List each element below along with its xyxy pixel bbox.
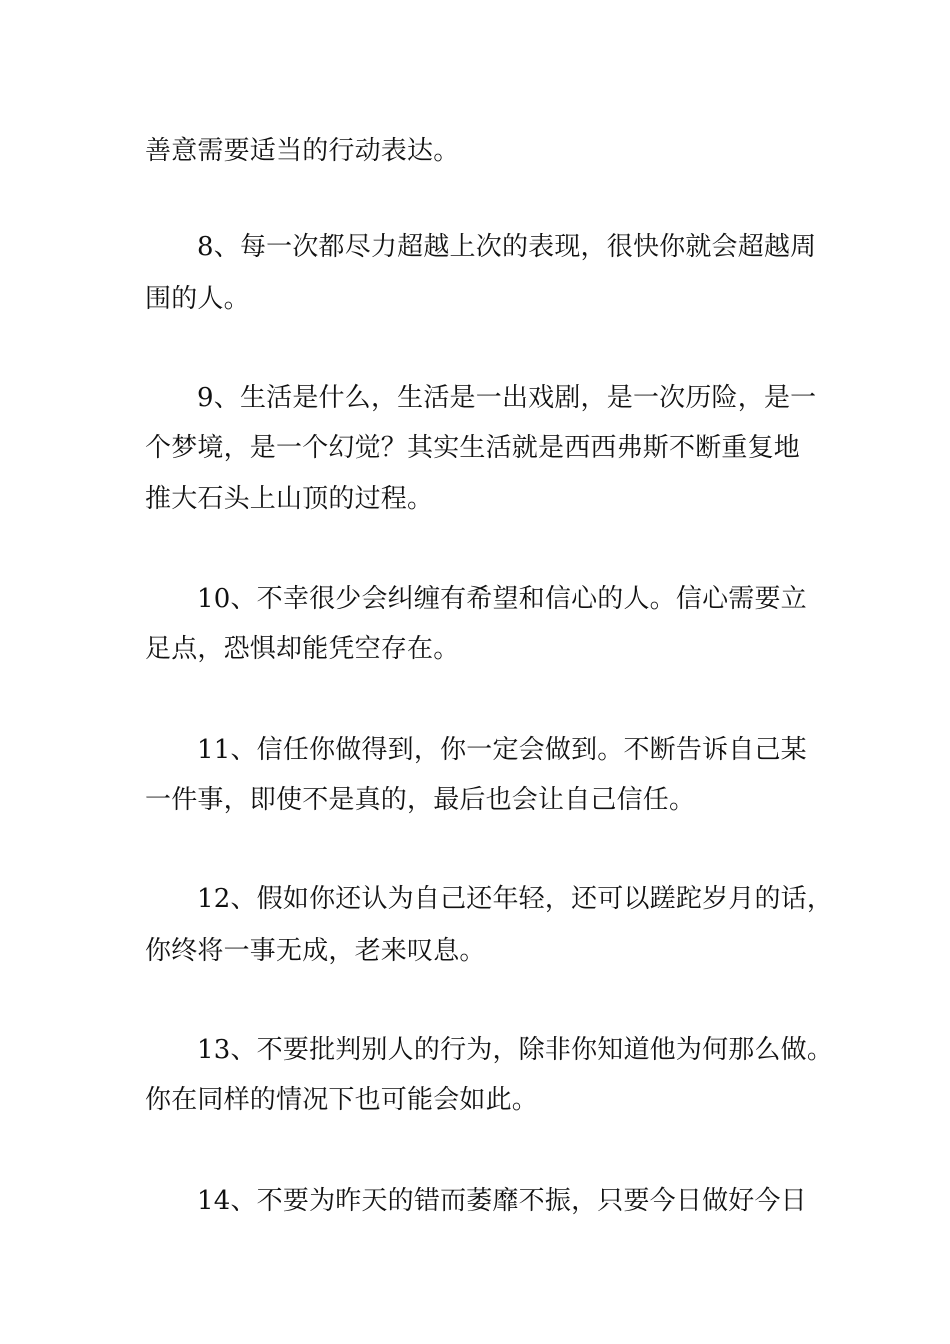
paragraph-8-line-2: 围的人。	[145, 284, 250, 314]
paragraph-11-line-1: 11、信任你做得到，你一定会做到。不断告诉自己某	[197, 735, 807, 765]
paragraph-13-line-2: 你在同样的情况下也可能会如此。	[145, 1085, 539, 1115]
paragraph-12-line-2: 你终将一事无成，老来叹息。	[145, 936, 486, 966]
paragraph-11-line-2: 一件事，即使不是真的，最后也会让自己信任。	[145, 785, 696, 815]
paragraph-8-line-1: 8、每一次都尽力超越上次的表现，很快你就会超越周	[197, 232, 817, 262]
paragraph-10-line-1: 10、不幸很少会纠缠有希望和信心的人。信心需要立	[197, 584, 807, 614]
paragraph-9-line-3: 推大石头上山顶的过程。	[145, 484, 434, 514]
paragraph-line: 善意需要适当的行动表达。	[145, 136, 460, 166]
paragraph-10-line-2: 足点，恐惧却能凭空存在。	[145, 634, 460, 664]
paragraph-13-line-1: 13、不要批判别人的行为，除非你知道他为何那么做。	[197, 1035, 834, 1065]
paragraph-12-line-1: 12、假如你还认为自己还年轻，还可以蹉跎岁月的话，	[197, 884, 834, 914]
paragraph-9-line-1: 9、生活是什么，生活是一出戏剧，是一次历险，是一	[197, 383, 817, 413]
paragraph-14-line-1: 14、不要为昨天的错而萎靡不振，只要今日做好今日	[197, 1186, 807, 1216]
paragraph-9-line-2: 个梦境，是一个幻觉？其实生活就是西西弗斯不断重复地	[145, 433, 801, 463]
